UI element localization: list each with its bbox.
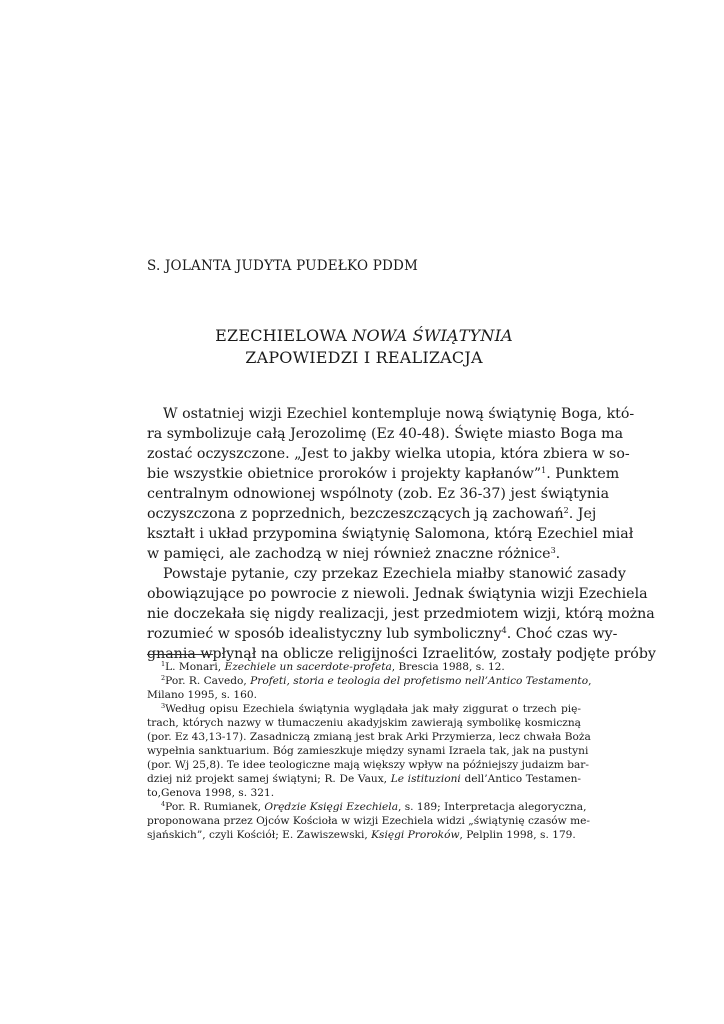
footnote-1: $^1$L. Monari, Ezechiele un sacerdote-profeta, Brescia 1988, s. 12. [161,660,505,673]
footnote-4: $^4$Por. R. Rumianek, Orędzie Księgi Ezechiela, s. 189; Interpretacja alegoryczna, [161,800,587,813]
body-line: zostać oczyszczone. „Jest to jakby wielka utopia, która zbiera w so- [147,446,630,462]
article-title-line-2: ZAPOWIEDZI I REALIZACJA [245,348,483,367]
footnote-3-cont: dziej niż projekt samej świątyni; R. De Vaux, Le istituzioni dell’Antico Testamen- [147,773,581,785]
footnote-3-cont: to,Genova 1998, s. 321. [147,787,275,799]
body-line: oczyszczona z poprzednich, bezczeszczących ją zachowań$^2$. Jej [147,506,597,522]
footnote-ref-3[interactable]: 3 [550,546,556,555]
body-line: nie doczekała się nigdy realizacji, jest przedmiotem wizji, którą można [147,606,655,622]
footnote-3-cont: trach, których nazwy w tłumaczeniu akadyjskim zawierają symbolikę kosmiczną [147,717,581,729]
footnote-ref-2[interactable]: 2 [563,506,569,515]
body-line: W ostatniej wizji Ezechiel kontempluje nową świątynię Boga, któ- [163,406,635,422]
footnote-3-cont: (por. Wj 25,8). Te idee teologiczne mają większy wpływ na późniejszy judaizm bar- [147,759,589,771]
body-line: bie wszystkie obietnice proroków i projekty kapłanów”$^1$. Punktem [147,466,620,482]
footnote-4-cont: sjańskich”, czyli Kościół; E. Zawiszewski, Księgi Proroków, Pelplin 1998, s. 179. [147,829,576,841]
body-line: Powstaje pytanie, czy przekaz Ezechiela miałby stanowić zasady [163,566,626,582]
author-name: S. JOLANTA JUDYTA PUDEŁKO PDDM [147,258,419,274]
body-line: obowiązujące po powrocie z niewoli. Jednak świątynia wizji Ezechiela [147,586,648,602]
footnote-2-cont: Milano 1995, s. 160. [147,689,257,701]
title-italic: NOWA ŚWIĄTYNIA [352,326,513,345]
footnote-2: $^2$Por. R. Cavedo, Profeti, storia e teologia del profetismo nell’Antico Testamento, [161,674,592,687]
footnote-ref-1[interactable]: 1 [541,466,547,475]
footnote-separator [147,654,213,655]
body-line: w pamięci, ale zachodzą w niej również znaczne różnice$^3$. [147,546,561,562]
footnote-ref-4[interactable]: 4 [501,626,507,635]
article-title-line-1: EZECHIELOWA NOWA ŚWIĄTYNIA [215,326,513,345]
body-line: gnania wpłynął na oblicze religijności Izraelitów, zostały podjęte próby [147,646,656,662]
body-line: rozumieć w sposób idealistyczny lub symboliczny$^4$. Choć czas wy- [147,626,618,642]
footnote-3-cont: (por. Ez 43,13-17). Zasadniczą zmianą jest brak Arki Przymierza, lecz chwała Boża [147,731,591,743]
footnote-3-cont: wypełnia sanktuarium. Bóg zamieszkuje między synami Izraela tak, jak na pustyni [147,745,589,757]
body-line: ra symbolizuje całą Jerozolimę (Ez 40-48). Święte miasto Boga ma [147,426,624,442]
body-line: kształt i układ przypomina świątynię Salomona, którą Ezechiel miał [147,526,634,542]
body-line: centralnym odnowionej wspólnoty (zob. Ez 36-37) jest świątynia [147,486,610,502]
footnote-3: $^3$Według opisu Ezechiela świątynia wyglądała jak mały ziggurat o trzech pię- [161,702,581,715]
footnote-4-cont: proponowana przez Ojców Kościoła w wizji Ezechiela widzi „świątynię czasów me- [147,815,591,827]
